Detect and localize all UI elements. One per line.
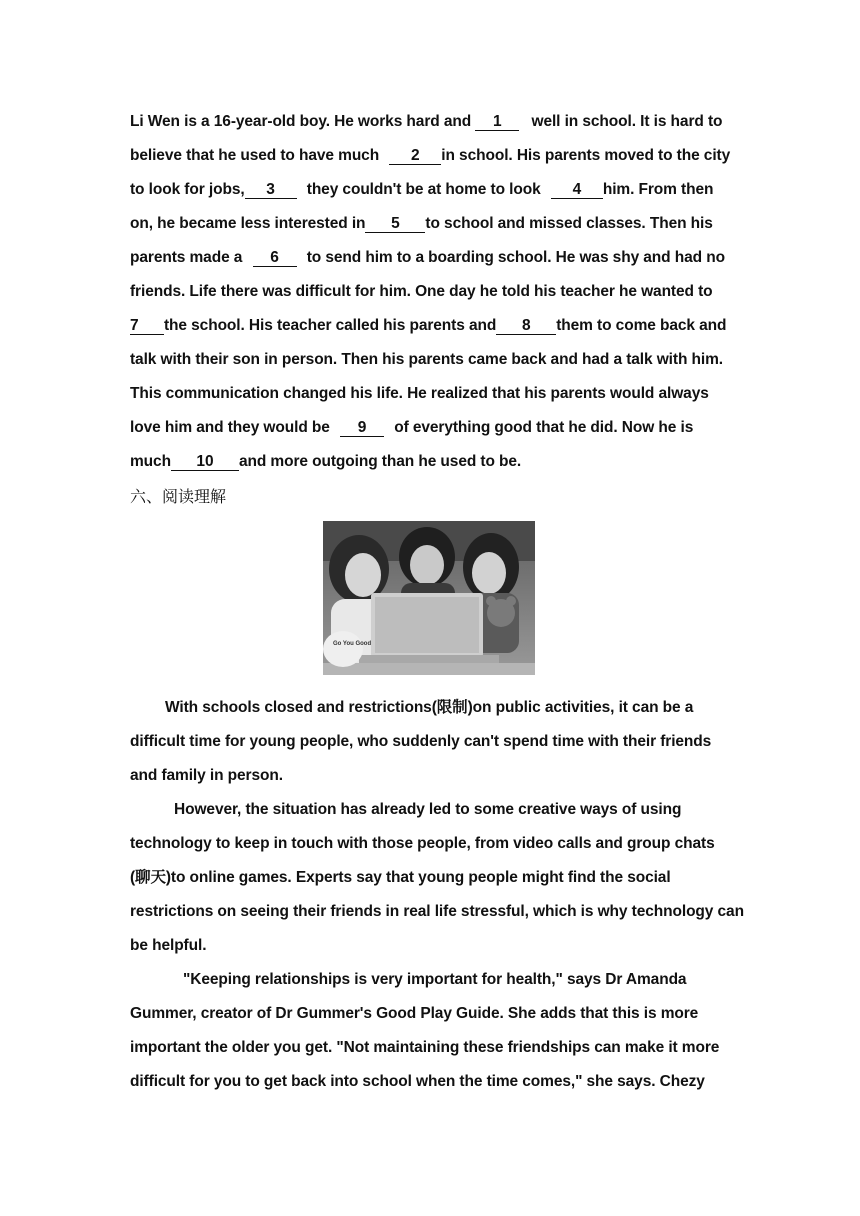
sign-text: Go You Good — [333, 641, 372, 647]
section-title: 六、阅读理解 — [130, 487, 227, 506]
cloze-text: them to come back and — [556, 317, 727, 334]
cloze-line — [130, 384, 709, 404]
cloze-text: Li Wen is a 16-year-old boy. He works hard and — [130, 113, 476, 130]
passage-line: However, the situation has already led to some creative ways of using — [174, 801, 682, 818]
cloze-line — [130, 248, 725, 268]
passage-line: difficult time for young people, who suddenly can't spend time with their friends — [130, 733, 712, 750]
cloze-line — [130, 282, 713, 302]
cloze-text: to send him to a boarding school. He was shy and had no — [302, 249, 725, 266]
blank-5: 5 — [365, 215, 425, 233]
cloze-line — [130, 316, 726, 336]
photo-illustration — [323, 521, 535, 675]
cloze-text: in school. His parents moved to the city — [441, 147, 731, 164]
blank-7: 7 — [130, 317, 164, 335]
cloze-line — [130, 452, 521, 472]
cloze-text: to look for jobs, — [130, 181, 245, 198]
passage-line: "Keeping relationships is very important for health," says Dr Amanda — [183, 971, 687, 988]
cloze-text: to school and missed classes. Then his — [425, 215, 713, 232]
cloze-text: love him and they would be — [130, 419, 334, 436]
cloze-line — [130, 350, 723, 370]
blank-9: 9 — [340, 419, 384, 437]
cloze-line — [130, 112, 722, 132]
cloze-text: they couldn't be at home to look — [302, 181, 545, 198]
blank-1: 1 — [475, 113, 519, 131]
cloze-text: believe that he used to have much — [130, 147, 384, 164]
cloze-line — [130, 180, 713, 200]
blank-6: 6 — [253, 249, 297, 267]
cloze-line — [130, 418, 693, 438]
passage-line: Gummer, creator of Dr Gummer's Good Play Guide. She adds that this is more — [130, 1005, 699, 1022]
photo-girls-laptop — [323, 521, 535, 675]
passage-line: With schools closed and restrictions(限制)on public activities, it can be a — [165, 699, 694, 716]
blank-8: 8 — [496, 317, 556, 335]
cloze-text: talk with their son in person. Then his parents came back and had a talk with him. — [130, 351, 723, 368]
cloze-line — [130, 146, 730, 166]
passage-line: difficult for you to get back into school when the time comes," she says. Chezy — [130, 1073, 705, 1090]
blank-10: 10 — [171, 453, 239, 471]
cloze-text: the school. His teacher called his parents and — [164, 317, 497, 334]
cloze-text: on, he became less interested in — [130, 215, 366, 232]
cloze-text: parents made a — [130, 249, 247, 266]
cloze-text: him. From then — [602, 181, 714, 198]
blank-3: 3 — [245, 181, 297, 199]
cloze-text: friends. Life there was difficult for him. One day he told his teacher he wanted to — [130, 283, 713, 300]
cloze-text: of everything good that he did. Now he is — [390, 419, 694, 436]
cloze-text: well in school. It is hard to — [527, 113, 723, 130]
cloze-text: This communication changed his life. He realized that his parents would always — [130, 385, 709, 402]
passage-line: be helpful. — [130, 937, 207, 954]
cloze-line — [130, 214, 713, 234]
cloze-text: much — [130, 453, 171, 470]
blank-2: 2 — [389, 147, 441, 165]
passage-line: important the older you get. "Not maintaining these friendships can make it more — [130, 1039, 720, 1056]
passage-line: restrictions on seeing their friends in real life stressful, which is why technology can — [130, 903, 744, 920]
passage-line: (聊天)to online games. Experts say that young people might find the social — [130, 869, 671, 886]
passage-line: and family in person. — [130, 767, 283, 784]
passage-line: technology to keep in touch with those people, from video calls and group chats — [130, 835, 715, 852]
blank-4: 4 — [551, 181, 603, 199]
cloze-text: and more outgoing than he used to be. — [238, 453, 522, 470]
